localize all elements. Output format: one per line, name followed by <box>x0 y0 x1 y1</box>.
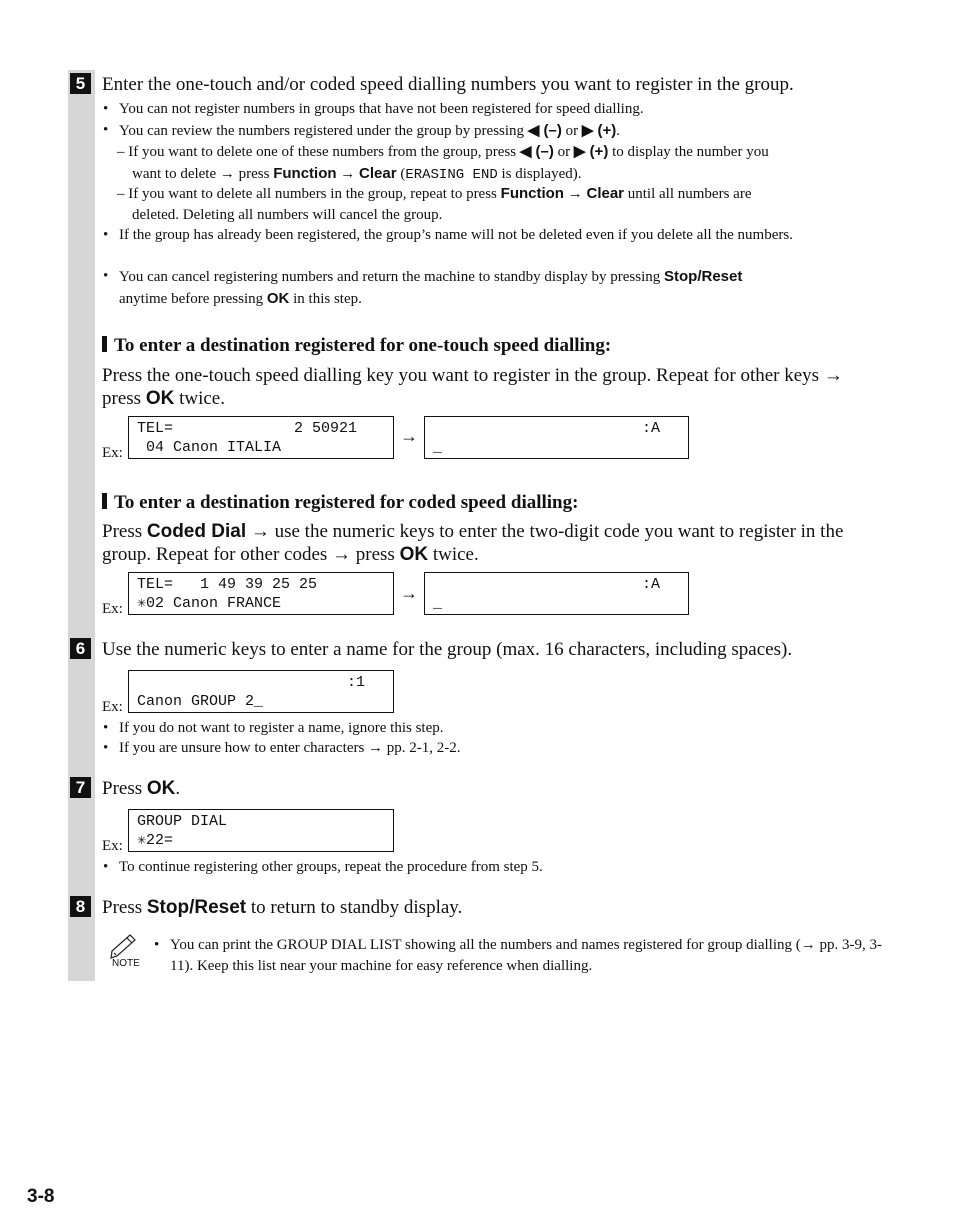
para-text: → use the numeric keys to enter the two-digit code you want to register in the group. Repeat for other codes → press <box>102 521 844 565</box>
bullet-dot: • <box>103 720 109 736</box>
step-text: Press <box>102 778 147 799</box>
bullet-text: You can review the numbers registered under the group by pressing <box>119 123 528 139</box>
section-heading-one-touch <box>102 334 611 357</box>
arrow-text: → <box>563 186 587 202</box>
subitem-text: deleted. Deleting all numbers will cancel the group. <box>132 207 443 223</box>
lcd-line-1: :1 <box>346 674 365 691</box>
bullet-dot: • <box>103 740 109 756</box>
step-number-8: 8 <box>70 896 91 917</box>
left-key-label: ◀ (–) <box>519 143 554 160</box>
step-6-bullet-2 <box>103 738 879 759</box>
lcd-line-2-cursor: _ <box>433 595 443 612</box>
lcd-line-2-cursor: _ <box>433 439 443 456</box>
subitem-text: want to delete → press <box>132 166 274 182</box>
step-5-subitem-2 <box>117 183 887 226</box>
coded-instruction <box>102 520 882 566</box>
bullet-dot: • <box>154 937 160 953</box>
stop-reset-key-label: Stop/Reset <box>664 268 743 285</box>
function-key-label: Function <box>500 185 564 202</box>
page-number: 3-8 <box>27 1186 55 1207</box>
bullet-text: in this step. <box>289 291 362 307</box>
note-label: NOTE <box>112 958 140 969</box>
step-5-bullet-4 <box>103 266 879 310</box>
lcd-line-1: :A <box>641 420 660 437</box>
stop-reset-key-label: Stop/Reset <box>146 897 247 918</box>
ok-key-label: OK <box>146 778 176 799</box>
lcd-message: ERASING END <box>405 167 498 183</box>
bullet-text: To continue registering other groups, repeat the procedure from step 5. <box>119 859 543 875</box>
section-heading-coded <box>102 491 578 514</box>
step-text: Press <box>102 897 147 918</box>
arrow-right-icon: → <box>400 583 418 603</box>
right-key-label: ▶ (+) <box>581 122 617 139</box>
step-6-instruction: Use the numeric keys to enter a name for the group (max. 16 characters, including spaces). <box>102 639 793 660</box>
step-5-subitem-1 <box>117 141 887 186</box>
step-5-bullet-1 <box>103 99 879 120</box>
arrow-text: → <box>336 166 360 182</box>
bullet-text: You can cancel registering numbers and return the machine to standby display by pressing <box>119 269 665 285</box>
subitem-text: – If you want to delete one of these numbers from the group, press <box>117 144 520 160</box>
step-number-7: 7 <box>70 777 91 798</box>
right-key-label: ▶ (+) <box>573 143 609 160</box>
step-text: . <box>175 778 181 799</box>
subitem-text: – If you want to delete all numbers in the group, repeat to press <box>117 186 501 202</box>
step-sidebar <box>68 70 95 981</box>
ok-key-label: OK <box>266 290 290 307</box>
subitem-text: to display the number you <box>608 144 769 160</box>
left-key-label: ◀ (–) <box>527 122 562 139</box>
example-label: Ex: <box>102 445 123 461</box>
subitem-text: or <box>553 144 574 160</box>
bullet-text: If you do not want to register a name, ignore this step. <box>119 720 444 736</box>
lcd-line-1: GROUP DIAL <box>137 813 228 830</box>
bullet-dot: • <box>103 268 109 284</box>
para-text: twice. <box>428 544 479 565</box>
function-key-label: Function <box>273 165 337 182</box>
ok-key-label: OK <box>399 544 429 565</box>
subitem-text: is displayed). <box>497 166 582 182</box>
clear-key-label: Clear <box>586 185 625 202</box>
lcd-line-2: Canon GROUP 2_ <box>137 693 264 710</box>
step-7-instruction <box>102 777 180 800</box>
lcd-display-one-touch-after <box>424 416 689 459</box>
step-text: to return to standby display. <box>246 897 463 918</box>
bullet-text: You can not register numbers in groups that have not been registered for speed dialling. <box>119 101 644 117</box>
heading-text: To enter a destination registered for one-touch speed dialling: <box>114 335 612 356</box>
lcd-line-1: :A <box>641 576 660 593</box>
subitem-text: until all numbers are <box>624 186 752 202</box>
lcd-display-coded-before <box>128 572 394 615</box>
lcd-line-2: 04 Canon ITALIA <box>137 439 282 456</box>
lcd-line-1-right: 2 50921 <box>293 420 357 437</box>
step-6-bullet-1 <box>103 718 879 739</box>
step-number-6: 6 <box>70 638 91 659</box>
lcd-display-group-dial <box>128 809 394 852</box>
bullet-text: If you are unsure how to enter characters → pp. 2-1, 2-2. <box>119 740 461 756</box>
heading-text: To enter a destination registered for coded speed dialling: <box>114 492 579 513</box>
bullet-dot: • <box>103 101 109 117</box>
step-7-bullet-1 <box>103 857 879 878</box>
bullet-text: or <box>561 123 582 139</box>
lcd-display-group-name <box>128 670 394 713</box>
step-5-instruction: Enter the one-touch and/or coded speed dialling numbers you want to register in the group. <box>102 74 794 95</box>
subitem-text: ( <box>396 166 406 182</box>
bullet-dot: • <box>103 859 109 875</box>
lcd-line-2: ✳22= <box>137 832 174 849</box>
clear-key-label: Clear <box>359 165 397 182</box>
step-8-instruction <box>102 896 462 919</box>
ok-key-label: OK <box>145 388 175 409</box>
lcd-line-1-left: TEL= <box>137 420 174 437</box>
heading-marker <box>102 493 107 509</box>
bullet-text: If the group has already been registered, the group’s name will not be deleted even if you delete all the numbers. <box>119 227 793 243</box>
one-touch-instruction <box>102 364 882 410</box>
coded-dial-key-label: Coded Dial <box>146 521 247 542</box>
note-text <box>154 935 900 977</box>
lcd-display-one-touch-before <box>128 416 394 459</box>
lcd-display-coded-after <box>424 572 689 615</box>
bullet-text: anytime before pressing <box>119 291 267 307</box>
para-text: twice. <box>174 388 225 409</box>
lcd-line-1: TEL= 1 49 39 25 25 <box>137 576 318 593</box>
lcd-line-2: ✳02 Canon FRANCE <box>137 595 282 612</box>
heading-marker <box>102 336 107 352</box>
step-5-bullet-2 <box>103 120 879 142</box>
bullet-dot: • <box>103 227 109 243</box>
bullet-dot: • <box>103 122 109 138</box>
para-text: Press the one-touch speed dialling key you want to register in the group. Repeat for other keys → press <box>102 365 843 409</box>
example-label: Ex: <box>102 838 123 854</box>
arrow-right-icon: → <box>400 426 418 446</box>
para-text: Press <box>102 521 147 542</box>
step-number-5: 5 <box>70 73 91 94</box>
bullet-text: . <box>616 123 621 139</box>
note-body: You can print the GROUP DIAL LIST showing all the numbers and names registered for group dialling (→ pp. 3-9, 3-11). Keep this list near your machine for easy reference when dialling. <box>170 937 882 974</box>
example-label: Ex: <box>102 601 123 617</box>
example-label: Ex: <box>102 699 123 715</box>
step-5-bullet-3 <box>103 225 839 246</box>
